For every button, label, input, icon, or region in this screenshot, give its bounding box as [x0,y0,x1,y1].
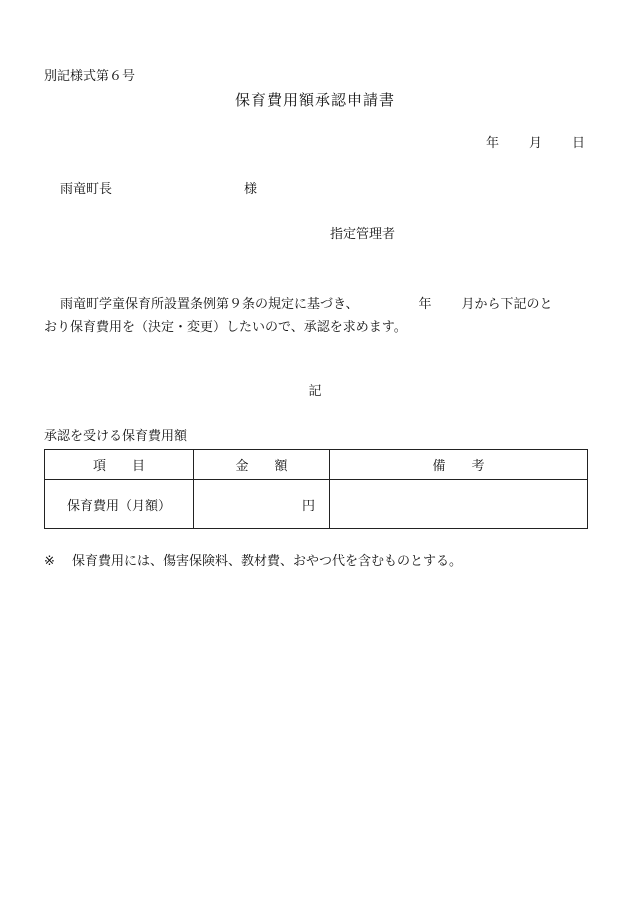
fee-table [44,449,588,529]
date-day-label: 日 [572,136,586,151]
date-month-label: 月 [529,136,543,151]
form-number: 別記様式第６号 [44,69,136,84]
note-text: 保育費用には、傷害保険料、教材費、おやつ代を含むものとする。 [72,554,463,569]
table-caption: 承認を受ける保育費用額 [44,429,188,444]
date-year-label: 年 [486,136,500,151]
ki-heading: 記 [308,384,322,399]
footnote [44,553,462,571]
cell-remarks [330,480,588,529]
table-header-row [45,450,588,480]
cell-amount: 円 [194,480,330,529]
header-amount: 金 額 [194,450,330,480]
cell-item: 保育費用（月額） [45,480,194,529]
body-line-1 [44,293,590,316]
document-title: 保育費用額承認申請書 [234,91,395,109]
body-line-2: おり保育費用を（決定・変更）したいので、承認を求めます。 [44,320,407,335]
addressee [60,181,258,199]
body-paragraph [44,293,590,339]
note-mark: ※ [44,554,55,569]
date-line [486,135,585,153]
body-line-1-text: 雨竜町学童保育所設置条例第９条の規定に基づき、 [60,297,359,312]
body-year-label: 年 [418,297,432,312]
header-remarks: 備 考 [330,450,588,480]
applicant-label: 指定管理者 [330,227,396,242]
addressee-honorific: 様 [244,182,258,197]
header-item: 項 目 [45,450,194,480]
table-row [45,480,588,529]
addressee-name: 雨竜町長 [60,182,113,197]
body-line-1-continuation: 月から下記のと [461,297,553,312]
